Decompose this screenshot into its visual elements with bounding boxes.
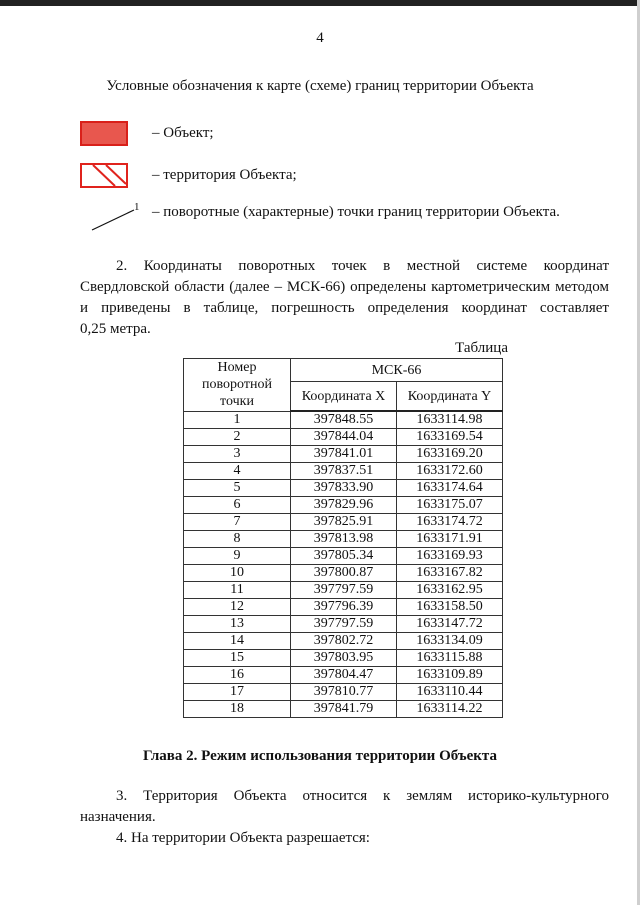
coordinate-x-cell: 397805.34 [291, 548, 397, 565]
coordinate-x-cell: 397804.47 [291, 667, 397, 684]
point-number-cell: 16 [184, 667, 291, 684]
coordinate-x-cell: 397797.59 [291, 616, 397, 633]
coordinate-y-cell: 1633175.07 [397, 497, 503, 514]
point-number-cell: 14 [184, 633, 291, 650]
coordinate-x-cell: 397813.98 [291, 531, 397, 548]
chapter-2-title: Глава 2. Режим использования территории Объекта [143, 748, 497, 764]
point-number-cell: 8 [184, 531, 291, 548]
table-row [184, 480, 503, 497]
section-2-paragraph [80, 256, 609, 340]
coordinate-x-cell: 397800.87 [291, 565, 397, 582]
coordinates-table-body [184, 411, 503, 718]
coordinate-x-cell: 397810.77 [291, 684, 397, 701]
section-4-line-1: 4. На территории Объекта разрешается: [116, 830, 370, 846]
header-point-number: Номер поворотной точки [184, 359, 291, 412]
coordinate-y-cell: 1633115.88 [397, 650, 503, 667]
table-row [184, 684, 503, 701]
point-number-cell: 6 [184, 497, 291, 514]
coordinate-y-cell: 1633114.22 [397, 701, 503, 718]
table-row [184, 616, 503, 633]
table-row [184, 548, 503, 565]
point-number-cell: 18 [184, 701, 291, 718]
point-number-cell: 2 [184, 429, 291, 446]
coordinate-y-cell: 1633169.20 [397, 446, 503, 463]
table-row [184, 514, 503, 531]
scan-edge-top [0, 0, 640, 6]
legend-text-territory: – территория Объекта; [152, 167, 297, 183]
coordinate-x-cell: 397796.39 [291, 599, 397, 616]
coordinate-x-cell: 397841.01 [291, 446, 397, 463]
coordinate-x-cell: 397797.59 [291, 582, 397, 599]
page-number: 4 [316, 30, 324, 46]
table-row [184, 463, 503, 480]
section-2-line-3: и приведены в таблице, погрешность определения координат составляет [80, 300, 609, 316]
point-number-cell: 17 [184, 684, 291, 701]
coordinate-y-cell: 1633172.60 [397, 463, 503, 480]
table-row [184, 446, 503, 463]
table-row [184, 599, 503, 616]
coordinate-y-cell: 1633114.98 [397, 411, 503, 429]
coordinate-y-cell: 1633169.54 [397, 429, 503, 446]
table-row [184, 650, 503, 667]
table-row [184, 633, 503, 650]
coordinate-x-cell: 397833.90 [291, 480, 397, 497]
coordinate-y-cell: 1633169.93 [397, 548, 503, 565]
table-row [184, 565, 503, 582]
coordinate-y-cell: 1633167.82 [397, 565, 503, 582]
point-number-cell: 13 [184, 616, 291, 633]
legend-text-object: – Объект; [152, 125, 214, 141]
table-caption: Таблица [455, 340, 508, 356]
table-row [184, 429, 503, 446]
header-coordinate-x: Координата X [291, 382, 397, 412]
header-coordinate-system: МСК-66 [291, 359, 503, 382]
coordinate-y-cell: 1633174.64 [397, 480, 503, 497]
section-2-line-4: 0,25 метра. [80, 321, 151, 337]
coordinate-y-cell: 1633109.89 [397, 667, 503, 684]
turning-point-marker [90, 200, 150, 234]
coordinate-y-cell: 1633162.95 [397, 582, 503, 599]
point-number-cell: 3 [184, 446, 291, 463]
legend-text-turning-point: – поворотные (характерные) точки границ территории Объекта. [152, 204, 560, 220]
table-row [184, 411, 503, 429]
point-number-cell: 15 [184, 650, 291, 667]
table-row [184, 667, 503, 684]
table-row [184, 531, 503, 548]
object-fill-swatch [80, 121, 128, 146]
coordinate-y-cell: 1633134.09 [397, 633, 503, 650]
coordinate-x-cell: 397844.04 [291, 429, 397, 446]
point-number-cell: 5 [184, 480, 291, 497]
coordinate-y-cell: 1633174.72 [397, 514, 503, 531]
coordinate-y-cell: 1633110.44 [397, 684, 503, 701]
section-2-line-2: Свердловской области (далее – МСК-66) определены картометрическим методом [80, 279, 609, 295]
point-number-cell: 12 [184, 599, 291, 616]
point-number-cell: 4 [184, 463, 291, 480]
section-2-line-1: 2. Координаты поворотных точек в местной системе координат [116, 258, 609, 274]
territory-hatch-swatch [80, 163, 128, 188]
point-number-cell: 1 [184, 411, 291, 429]
coordinate-x-cell: 397848.55 [291, 411, 397, 429]
point-number-cell: 7 [184, 514, 291, 531]
coordinate-x-cell: 397825.91 [291, 514, 397, 531]
section-3-line-2: назначения. [80, 809, 156, 825]
table-row [184, 701, 503, 718]
turning-point-label: 1 [134, 201, 140, 213]
point-number-cell: 11 [184, 582, 291, 599]
section-3-line-1: 3. Территория Объекта относится к землям историко-культурного [116, 788, 609, 804]
point-number-cell: 9 [184, 548, 291, 565]
header-coordinate-y: Координата Y [397, 382, 503, 412]
legend-title: Условные обозначения к карте (схеме) границ территории Объекта [106, 78, 534, 94]
section-3-paragraph [80, 786, 609, 849]
coordinate-x-cell: 397841.79 [291, 701, 397, 718]
coordinate-y-cell: 1633158.50 [397, 599, 503, 616]
coordinate-x-cell: 397802.72 [291, 633, 397, 650]
coordinate-x-cell: 397829.96 [291, 497, 397, 514]
coordinate-y-cell: 1633171.91 [397, 531, 503, 548]
table-row [184, 497, 503, 514]
table-row [184, 582, 503, 599]
coordinates-table [183, 358, 503, 718]
coordinate-x-cell: 397803.95 [291, 650, 397, 667]
point-number-cell: 10 [184, 565, 291, 582]
coordinate-x-cell: 397837.51 [291, 463, 397, 480]
coordinate-y-cell: 1633147.72 [397, 616, 503, 633]
